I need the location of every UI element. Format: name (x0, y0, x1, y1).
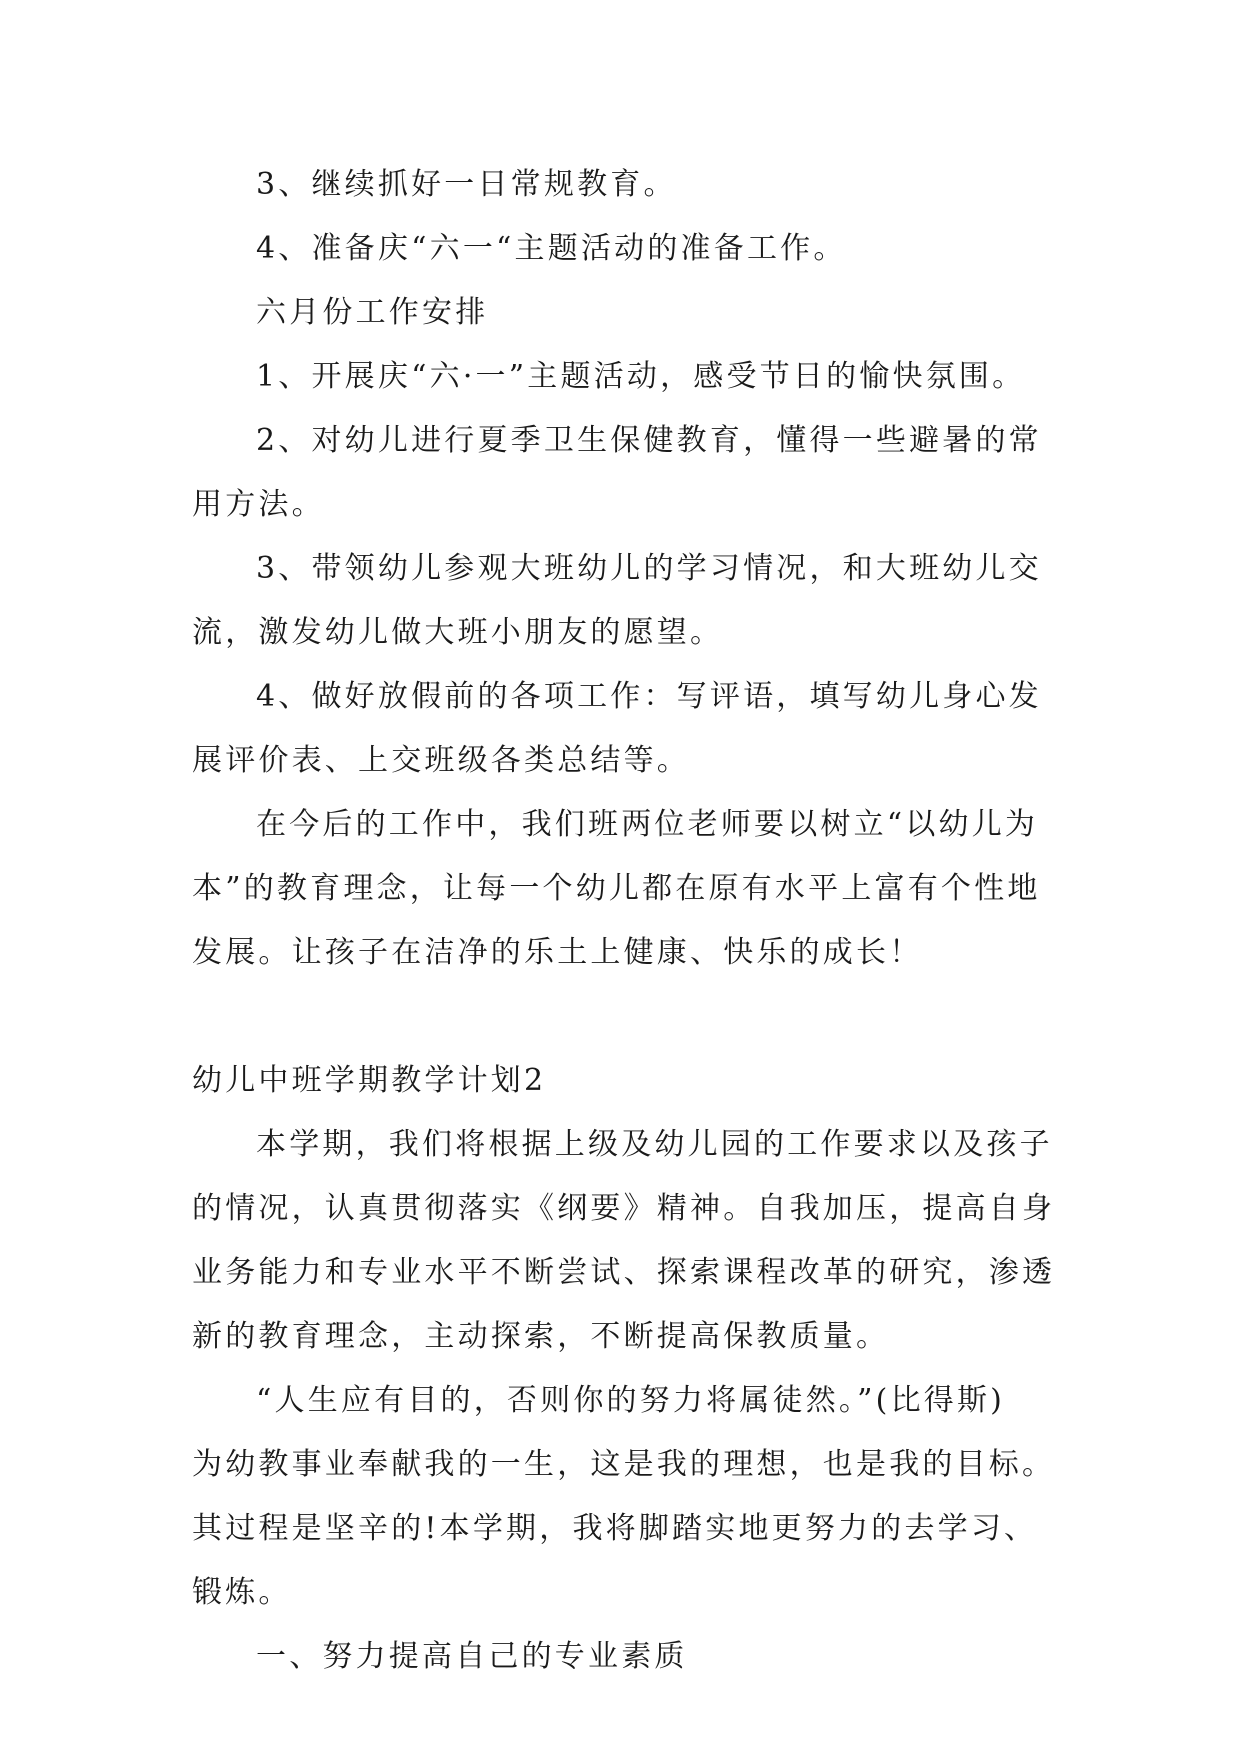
intro-paragraph-line-2: 的情况，认真贯彻落实《纲要》精神。自我加压，提高自身 (192, 1191, 1056, 1226)
quote-paragraph-line-2: 为幼教事业奉献我的一生，这是我的理想，也是我的目标。 (192, 1447, 1056, 1482)
list-item-march-3: 3、继续抓好一日常规教育。 (256, 167, 677, 202)
document-title-2: 幼儿中班学期教学计划2 (192, 1063, 547, 1098)
list-item-june-3-cont: 流，激发幼儿做大班小朋友的愿望。 (192, 615, 724, 650)
quote-paragraph-line-3: 其过程是坚辛的!本学期，我将脚踏实地更努力的去学习、 (192, 1511, 1038, 1546)
list-item-june-4: 4、做好放假前的各项工作：写评语，填写幼儿身心发 (256, 679, 1042, 714)
list-item-june-2-cont: 用方法。 (192, 487, 325, 522)
intro-paragraph-line-1: 本学期，我们将根据上级及幼儿园的工作要求以及孩子 (256, 1127, 1053, 1162)
list-item-june-2: 2、对幼儿进行夏季卫生保健教育，懂得一些避暑的常 (256, 423, 1042, 458)
section-heading-june: 六月份工作安排 (256, 295, 489, 330)
closing-paragraph-line-2: 本”的教育理念，让每一个幼儿都在原有水平上富有个性地 (192, 871, 1041, 906)
list-item-june-3: 3、带领幼儿参观大班幼儿的学习情况，和大班幼儿交 (256, 551, 1042, 586)
intro-paragraph-line-3: 业务能力和专业水平不断尝试、探索课程改革的研究，渗透 (192, 1255, 1056, 1290)
list-item-june-1: 1、开展庆“六·一”主题活动，感受节日的愉快氛围。 (256, 359, 1026, 394)
quote-paragraph-line-1: “人生应有目的，否则你的努力将属徒然。”(比得斯) (256, 1383, 1006, 1418)
closing-paragraph-line-1: 在今后的工作中，我们班两位老师要以树立“以幼儿为 (256, 807, 1039, 842)
closing-paragraph-line-3: 发展。让孩子在洁净的乐土上健康、快乐的成长！ (192, 935, 923, 970)
list-item-june-4-cont: 展评价表、上交班级各类总结等。 (192, 743, 690, 778)
section-heading-one: 一、努力提高自己的专业素质 (256, 1639, 688, 1674)
list-item-march-4: 4、准备庆“六一“主题活动的准备工作。 (256, 231, 847, 266)
intro-paragraph-line-4: 新的教育理念，主动探索，不断提高保教质量。 (192, 1319, 890, 1354)
quote-paragraph-line-4: 锻炼。 (192, 1575, 292, 1610)
